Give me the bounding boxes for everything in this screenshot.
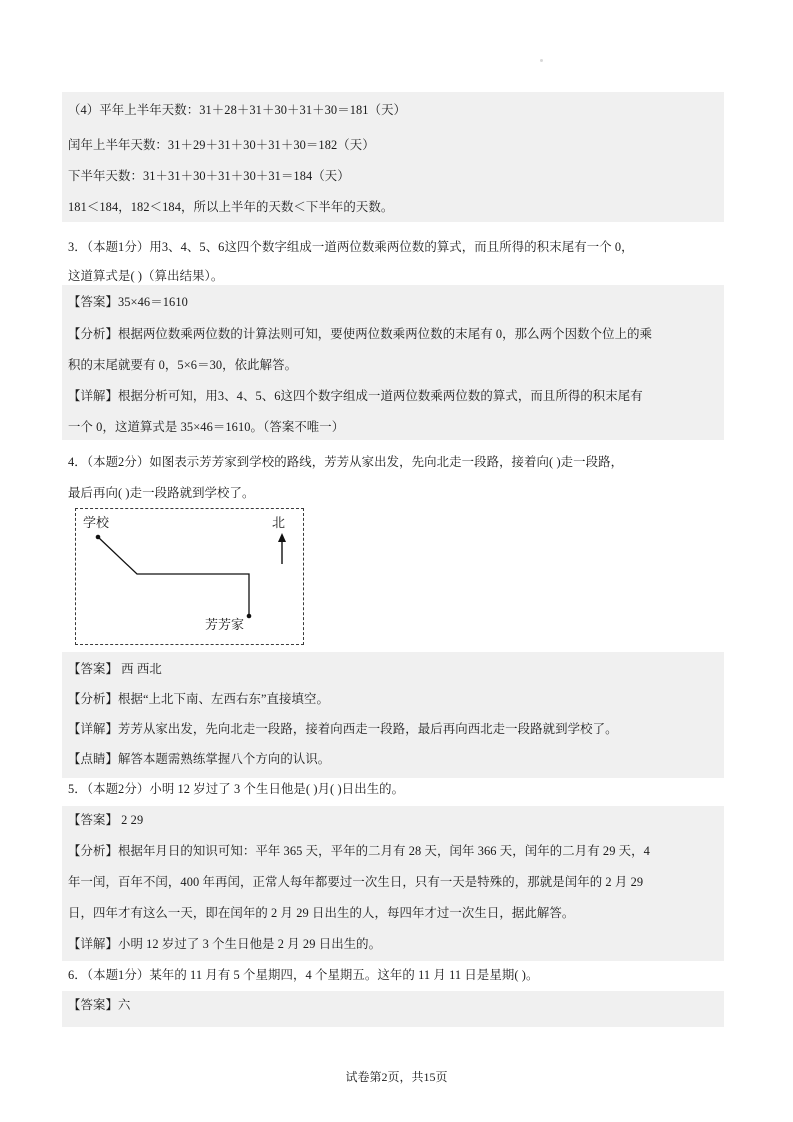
q4-stem-line-1: 4．（本题2分）如图表示芳芳家到学校的路线，芳芳从家出发，先向北走一段路，接着向( )走一段路， [68,455,624,469]
q5-detail-line: 【详解】小明 12 岁过了 3 个生日他是 2 月 29 日出生的。 [68,937,382,951]
q5-analysis-line-1: 【分析】根据年月日的知识可知：平年 365 天，平年的二月有 28 天，闰年 366 天，闰年的二月有 29 天，4 [68,844,650,858]
page-artifact-speck [540,59,543,62]
q3-detail-line-2: 一个 0，这道算式是 35×46＝1610。（答案不唯一） [68,420,345,434]
page-footer: 试卷第2页，共15页 [345,1070,448,1084]
q2-line-1: （4）平年上半年天数：31＋28＋31＋30＋31＋30＝181（天） [68,103,407,117]
q3-analysis-line-1: 【分析】根据两位数乘两位数的计算法则可知，要使两位数乘两位数的末尾有 0，那么两个因数个位上的乘 [68,327,653,341]
diagram-label-school: 学校 [83,515,110,530]
q2-line-2: 闰年上半年天数：31＋29＋31＋30＋31＋30＝182（天） [68,138,375,152]
diagram-label-north: 北 [272,515,286,530]
q2-line-3: 下半年天数：31＋31＋30＋31＋30＋31＝184（天） [68,169,350,183]
route-diagram [75,508,304,645]
q3-answer-line: 【答案】35×46＝1610 [68,295,188,309]
q6-answer-line: 【答案】六 [68,998,131,1012]
q5-analysis-line-2: 年一闰，百年不闰，400 年再闰，正常人每年都要过一次生日，只有一天是特殊的，那就是闰年的 2 月 29 [68,875,644,889]
q5-analysis-line-3: 日，四年才有这么一天，即在闰年的 2 月 29 日出生的人，每四年才过一次生日，据此解答。 [68,906,575,920]
q4-stem-line-2: 最后再向( )走一段路就到学校了。 [68,486,255,500]
q3-analysis-line-2: 积的末尾就要有 0，5×6＝30，依此解答。 [68,358,298,372]
school-dot [96,535,101,540]
home-dot [247,614,252,619]
diagram-label-home: 芳芳家 [205,617,245,632]
q3-detail-line-1: 【详解】根据分析可知，用3、4、5、6这四个数字组成一道两位数乘两位数的算式，而且所得的积末尾有 [68,389,643,403]
q3-stem-line-2: 这道算式是( )（算出结果）。 [68,269,224,283]
route-polyline [98,537,249,616]
q5-stem-line: 5．（本题2分）小明 12 岁过了 3 个生日他是( )月( )日出生的。 [68,782,405,796]
q5-answer-line: 【答案】 2 29 [68,813,144,827]
q4-insight-line: 【点睛】解答本题需熟练掌握八个方向的认识。 [68,752,331,766]
route-path-svg [76,509,303,644]
q4-analysis-line: 【分析】根据“上北下南、左西右东”直接填空。 [68,692,330,706]
q3-stem-line-1: 3．（本题1分）用3、4、5、6这四个数字组成一道两位数乘两位数的算式，而且所得的积末尾有一个 0， [68,240,634,254]
q6-stem-line: 6．（本题1分）某年的 11 月有 5 个星期四，4 个星期五。这年的 11 月 11 日是星期( )。 [68,968,539,982]
q4-detail-line: 【详解】芳芳从家出发，先向北走一段路，接着向西走一段路，最后再向西北走一段路就到学校了。 [68,722,618,736]
q4-answer-line: 【答案】 西 西北 [68,662,162,676]
q2-line-4: 181＜184，182＜184，所以上半年的天数＜下半年的天数。 [68,200,394,214]
north-arrow-head [278,533,286,542]
